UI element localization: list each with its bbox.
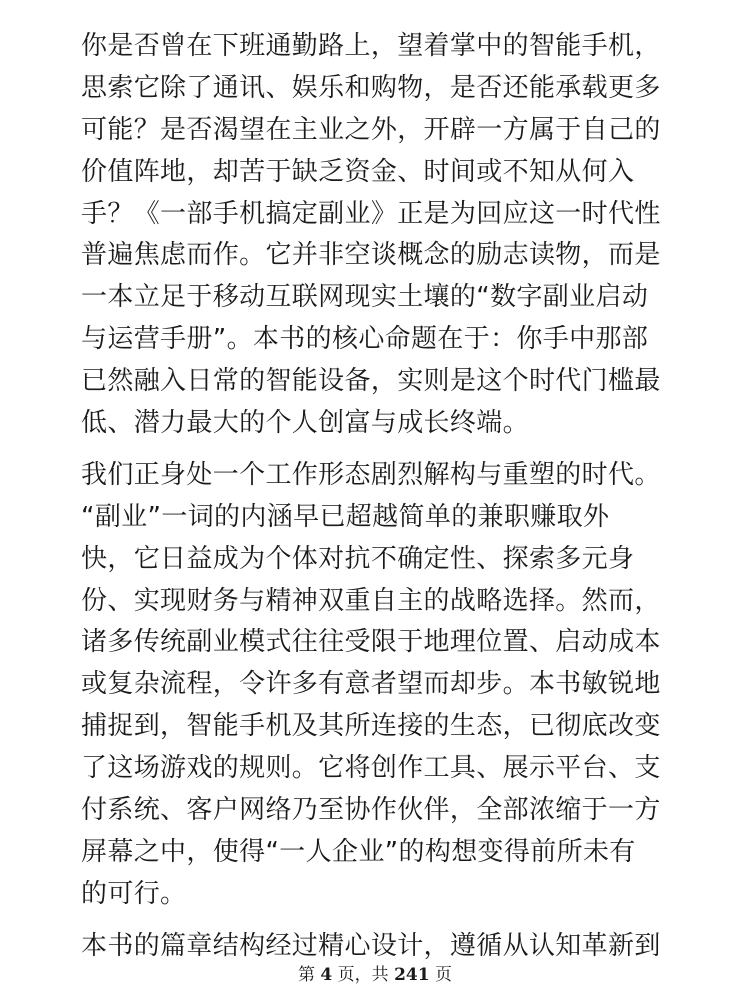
paragraph-2 [81,455,671,916]
paragraph-3 [81,926,671,968]
text-line: “副业”一词的内涵早已超越简单的兼职赚取外 [81,501,610,532]
text-line: 已然融入日常的智能设备，实则是这个时代门槛最 [81,366,661,397]
text-line: 屏幕之中，使得“一人企业”的构想变得前所未有 [81,836,636,867]
total-page-count: 241 [394,965,430,985]
paragraph-1 [81,26,671,445]
footer-prefix: 第 [298,965,321,985]
text-line: 思索它除了通讯、娱乐和购物，是否还能承载更多 [81,72,661,103]
text-line: 或复杂流程，令许多有意者望而却步。本书敏锐地 [81,669,661,700]
text-line: 捕捉到，智能手机及其所连接的生态，已彻底改变 [81,711,661,742]
text-line: 你是否曾在下班通勤路上，望着掌中的智能手机， [81,31,661,61]
document-body [81,26,671,968]
text-line: 可能？是否渴望在主业之外，开辟一方属于自己的 [81,114,661,145]
text-line: 付系统、客户网络乃至协作伙伴，全部浓缩于一方 [81,795,661,826]
text-line: 一本立足于移动互联网现实土壤的“数字副业启动 [81,282,649,313]
page-footer [0,963,750,987]
text-line: 份、实现财务与精神双重自主的战略选择。然而， [81,585,661,616]
footer-middle: 页，共 [332,965,395,985]
text-line: 价值阵地，却苦于缺乏资金、时间或不知从何入 [81,156,635,187]
text-line: 的可行。 [81,878,187,909]
text-line: 本书的篇章结构经过精心设计，遵循从认知革新到 [81,930,661,961]
text-line: 与运营手册”。本书的核心命题在于：你手中那部 [81,324,649,355]
text-line: 了这场游戏的规则。它将创作工具、展示平台、支 [81,753,661,784]
text-line: 普遍焦虑而作。它并非空谈概念的励志读物，而是 [81,240,661,271]
footer-suffix: 页 [429,965,452,985]
text-line: 我们正身处一个工作形态剧烈解构与重塑的时代。 [81,459,661,490]
text-line: 手？《一部手机搞定副业》正是为回应这一时代性 [81,198,661,229]
text-line: 快，它日益成为个体对抗不确定性、探索多元身 [81,543,635,574]
text-line: 低、潜力最大的个人创富与成长终端。 [81,408,529,439]
current-page-number: 4 [320,965,333,985]
text-line: 诸多传统副业模式往往受限于地理位置、启动成本 [81,627,661,658]
